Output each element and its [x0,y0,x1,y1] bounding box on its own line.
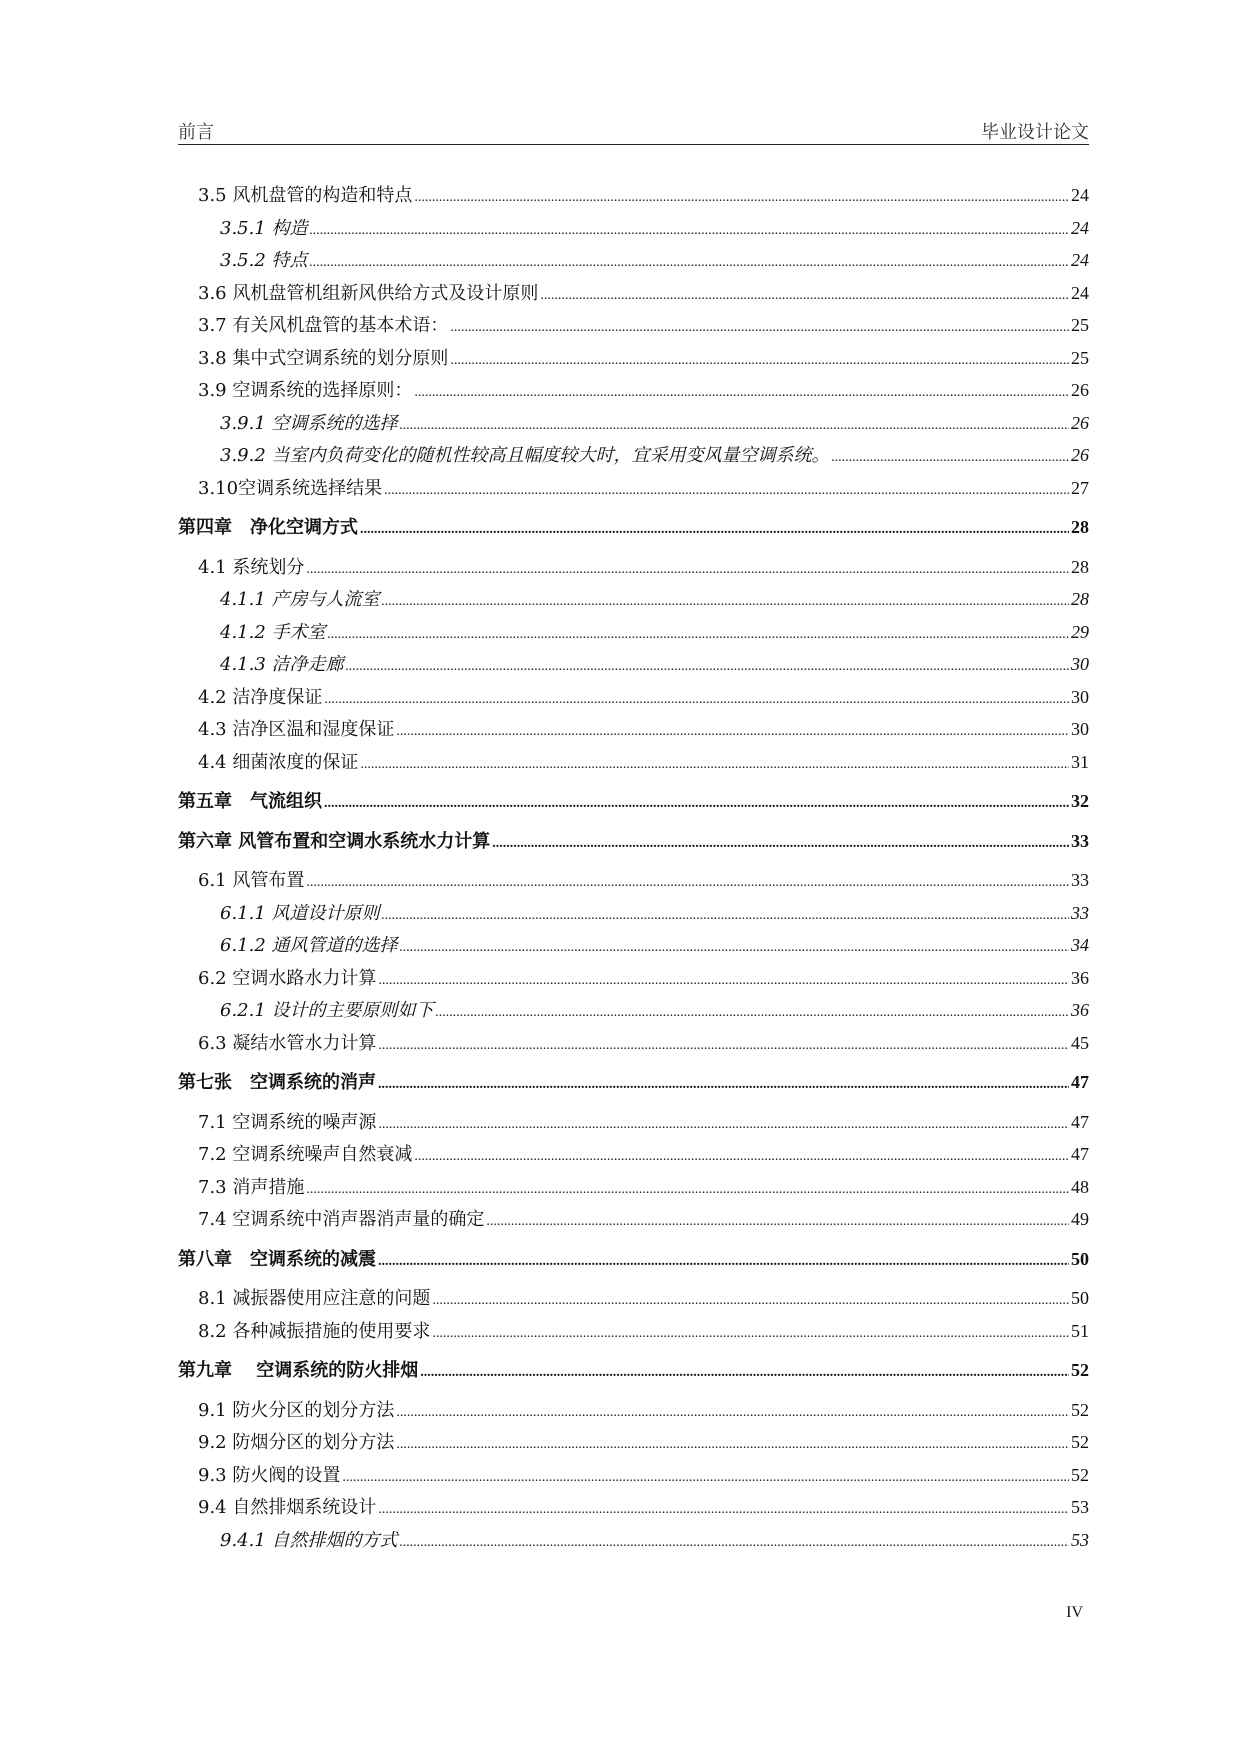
toc-entry-page: 29 [1071,621,1089,642]
toc-section-entry[interactable] [178,713,1089,746]
toc-dot-leader [360,514,1069,544]
header-divider [178,144,1089,145]
toc-entry-page: 24 [1071,250,1089,270]
toc-dot-leader [310,215,1069,245]
toc-entry-title: 4.4 细菌浓度的保证 [198,751,359,773]
toc-entry-page: 52 [1071,1464,1089,1485]
toc-entry-title: 第七张 空调系统的消声 [178,1072,376,1093]
toc-section-entry[interactable] [178,1459,1089,1492]
toc-entry-page: 25 [1071,347,1089,368]
toc-section-entry[interactable] [178,1282,1089,1315]
toc-entry-page: 27 [1071,477,1089,498]
toc-entry-page: 30 [1071,654,1089,674]
toc-section-entry[interactable] [178,342,1089,375]
toc-dot-leader [382,586,1069,616]
toc-dot-leader [378,1246,1069,1276]
toc-section-entry[interactable] [178,407,1089,440]
toc-entry-title: 6.3 凝结水管水力计算 [198,1032,377,1054]
table-of-contents [178,179,1089,1556]
toc-entry-title: 7.1 空调系统的噪声源 [198,1111,377,1133]
toc-dot-leader [378,1030,1069,1060]
toc-section-entry[interactable] [178,616,1089,649]
toc-dot-leader [832,442,1069,472]
toc-dot-leader [432,1285,1069,1315]
toc-dot-leader [384,475,1069,505]
toc-entry-page: 26 [1071,412,1089,433]
toc-entry-page: 33 [1071,902,1089,923]
toc-entry-title: 3.5.2 特点 [220,250,308,271]
toc-dot-leader [324,788,1069,818]
toc-dot-leader [310,247,1069,277]
toc-entry-page: 50 [1071,1248,1089,1269]
toc-entry-title: 9.1 防火分区的划分方法 [198,1399,395,1421]
toc-dot-leader [396,1429,1069,1459]
toc-entry-page: 28 [1071,589,1089,609]
toc-entry-page: 36 [1071,1000,1089,1020]
toc-section-entry[interactable] [178,551,1089,584]
toc-dot-leader [396,1397,1069,1427]
toc-entry-page: 47 [1071,1144,1089,1164]
toc-dot-leader [540,280,1069,310]
toc-entry-page: 24 [1071,217,1089,238]
toc-entry-title: 9.2 防烟分区的划分方法 [198,1432,395,1453]
toc-entry-title: 6.2.1 设计的主要原则如下 [220,1000,434,1021]
toc-entry-page: 52 [1071,1399,1089,1420]
toc-dot-leader [378,1109,1069,1139]
toc-entry-title: 4.1.2 手术室 [220,621,326,643]
toc-section-entry[interactable] [178,472,1089,505]
toc-entry-page: 25 [1071,315,1089,335]
toc-chapter-entry[interactable] [178,825,1089,858]
toc-entry-title: 7.2 空调系统噪声自然衰减 [198,1144,413,1165]
toc-entry-page: 52 [1071,1432,1089,1452]
toc-entry-title: 3.7 有关风机盘管的基本术语： [198,315,449,336]
toc-dot-leader [324,684,1069,714]
toc-section-entry[interactable] [178,648,1089,681]
toc-entry-title: 9.4.1 自然排烟的方式 [220,1529,398,1551]
toc-entry-title: 9.3 防火阀的设置 [198,1464,341,1486]
toc-dot-leader [360,749,1069,779]
toc-chapter-entry[interactable] [178,511,1089,544]
toc-entry-page: 51 [1071,1320,1089,1341]
toc-dot-leader [414,182,1069,212]
toc-entry-page: 31 [1071,751,1089,772]
toc-dot-leader [382,900,1069,930]
toc-entry-title: 3.8 集中式空调系统的划分原则 [198,347,449,369]
toc-entry-title: 3.6 风机盘管机组新风供给方式及设计原则 [198,282,539,304]
toc-section-entry[interactable] [178,1138,1089,1171]
toc-entry-page: 24 [1071,185,1089,205]
toc-entry-page: 24 [1071,282,1089,303]
toc-section-entry[interactable] [178,1315,1089,1348]
toc-section-entry[interactable] [178,583,1089,616]
toc-entry-page: 47 [1071,1072,1089,1092]
toc-section-entry[interactable] [178,1524,1089,1557]
toc-entry-page: 26 [1071,380,1089,400]
toc-section-entry[interactable] [178,1027,1089,1060]
toc-section-entry[interactable] [178,277,1089,310]
toc-dot-leader [396,716,1069,746]
toc-entry-title: 6.1.2 通风管道的选择 [220,935,398,956]
toc-dot-leader [420,1357,1069,1387]
toc-section-entry[interactable] [178,374,1089,407]
toc-dot-leader [378,1069,1069,1099]
toc-dot-leader [328,619,1069,649]
toc-entry-title: 6.1 风管布置 [198,870,305,891]
page-number: IV [1066,1604,1083,1621]
toc-dot-leader [492,828,1069,858]
header-section-title: 前言 [178,122,214,143]
toc-entry-title: 第九章 空调系统的防火排烟 [178,1360,419,1381]
toc-entry-title: 9.4 自然排烟系统设计 [198,1497,377,1518]
toc-entry-title: 第六章 风管布置和空调水系统水力计算 [178,830,491,852]
toc-dot-leader [342,1462,1069,1492]
toc-section-entry[interactable] [178,1394,1089,1427]
toc-entry-title: 6.1.1 风道设计原则 [220,902,380,924]
toc-dot-leader [450,312,1069,342]
toc-section-entry[interactable] [178,179,1089,212]
toc-dot-leader [400,1527,1069,1557]
toc-dot-leader [414,1141,1069,1171]
toc-dot-leader [400,932,1069,962]
toc-chapter-entry[interactable] [178,785,1089,818]
toc-entry-page: 33 [1071,870,1089,890]
toc-section-entry[interactable] [178,1491,1089,1524]
toc-chapter-entry[interactable] [178,1243,1089,1276]
toc-entry-page: 50 [1071,1288,1089,1308]
toc-section-entry[interactable] [178,212,1089,245]
toc-section-entry[interactable] [178,962,1089,995]
toc-section-entry[interactable] [178,929,1089,962]
toc-dot-leader [414,377,1069,407]
toc-entry-title: 4.1.3 洁净走廊 [220,654,344,675]
toc-dot-leader [400,410,1069,440]
toc-entry-title: 8.2 各种减振措施的使用要求 [198,1320,431,1342]
toc-entry-page: 34 [1071,935,1089,955]
toc-dot-leader [346,651,1069,681]
toc-entry-page: 30 [1071,719,1089,739]
toc-section-entry[interactable] [178,309,1089,342]
toc-entry-title: 4.1 系统划分 [198,556,305,578]
toc-entry-title: 第四章 净化空调方式 [178,517,358,538]
header-document-type: 毕业设计论文 [981,122,1089,143]
toc-section-entry[interactable] [178,244,1089,277]
toc-entry-title: 3.9.2 当室内负荷变化的随机性较高且幅度较大时，宜采用变风量空调系统。 [220,445,830,466]
toc-entry-title: 4.1.1 产房与人流室 [220,589,380,610]
toc-entry-page: 49 [1071,1209,1089,1229]
toc-entry-title: 4.2 洁净度保证 [198,686,323,708]
toc-dot-leader [378,1494,1069,1524]
toc-entry-title: 3.5 风机盘管的构造和特点 [198,185,413,206]
toc-entry-page: 30 [1071,686,1089,707]
toc-entry-title: 3.9 空调系统的选择原则： [198,380,413,401]
toc-dot-leader [486,1206,1069,1236]
toc-entry-page: 36 [1071,967,1089,988]
toc-dot-leader [306,867,1069,897]
toc-section-entry[interactable] [178,681,1089,714]
toc-section-entry[interactable] [178,1203,1089,1236]
toc-dot-leader [378,965,1069,995]
toc-section-entry[interactable] [178,864,1089,897]
toc-section-entry[interactable] [178,746,1089,779]
toc-entry-title: 3.9.1 空调系统的选择 [220,412,398,434]
toc-entry-page: 28 [1071,517,1089,537]
toc-section-entry[interactable] [178,897,1089,930]
toc-dot-leader [450,345,1069,375]
toc-entry-page: 47 [1071,1111,1089,1132]
toc-entry-page: 28 [1071,556,1089,577]
toc-entry-title: 4.3 洁净区温和湿度保证 [198,719,395,740]
toc-entry-page: 33 [1071,830,1089,851]
toc-chapter-entry[interactable] [178,1066,1089,1099]
toc-entry-title: 6.2 空调水路水力计算 [198,967,377,989]
toc-entry-page: 53 [1071,1497,1089,1517]
toc-dot-leader [306,1174,1069,1204]
toc-entry-page: 26 [1071,445,1089,465]
toc-entry-page: 52 [1071,1360,1089,1380]
toc-entry-title: 8.1 减振器使用应注意的问题 [198,1288,431,1309]
toc-section-entry[interactable] [178,1426,1089,1459]
toc-dot-leader [432,1318,1069,1348]
toc-dot-leader [306,554,1069,584]
toc-entry-title: 第八章 空调系统的减震 [178,1248,376,1270]
toc-entry-page: 48 [1071,1176,1089,1197]
toc-section-entry[interactable] [178,1106,1089,1139]
toc-entry-title: 7.4 空调系统中消声器消声量的确定 [198,1209,485,1230]
toc-section-entry[interactable] [178,1171,1089,1204]
toc-entry-page: 32 [1071,791,1089,811]
toc-entry-title: 第五章 气流组织 [178,791,322,812]
toc-entry-page: 45 [1071,1032,1089,1053]
toc-entry-page: 53 [1071,1529,1089,1550]
toc-section-entry[interactable] [178,439,1089,472]
toc-section-entry[interactable] [178,994,1089,1027]
toc-entry-title: 3.10空调系统选择结果 [198,477,383,499]
toc-entry-title: 7.3 消声措施 [198,1176,305,1198]
toc-dot-leader [436,997,1069,1027]
toc-entry-title: 3.5.1 构造 [220,217,308,239]
toc-chapter-entry[interactable] [178,1354,1089,1387]
